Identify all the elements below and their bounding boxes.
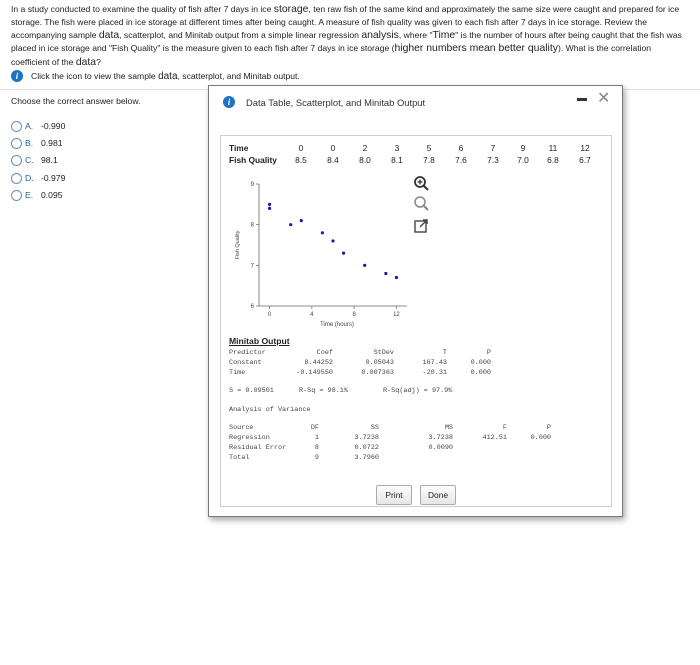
data-point <box>363 264 366 267</box>
minitab-cell: -0.149550 <box>296 369 333 377</box>
minitab-header: T <box>442 349 447 357</box>
anova-cell: Regression <box>229 434 270 442</box>
quality-row <box>221 155 611 167</box>
time-value: 2 <box>362 143 368 153</box>
minitab-cell: 0.000 <box>470 369 491 377</box>
anova-cell: 3.7238 <box>428 434 453 442</box>
modal-header <box>209 86 622 118</box>
anova-cell: 8 <box>314 444 319 452</box>
y-tick-label: 8 <box>250 222 254 229</box>
minitab-cell: Time <box>229 369 246 377</box>
data-point <box>395 276 398 279</box>
time-value: 12 <box>580 143 590 153</box>
print-button[interactable]: Print <box>376 485 412 505</box>
x-tick-label: 0 <box>267 312 272 318</box>
quality-value: 8.0 <box>359 155 371 165</box>
minitab-cell: 0.05043 <box>365 359 394 367</box>
y-tick-label: 7 <box>250 263 254 270</box>
choose-label: Choose the correct answer below. <box>11 96 141 106</box>
done-button[interactable]: Done <box>420 485 456 505</box>
option-letter: E. <box>25 189 34 200</box>
close-icon[interactable]: ✕ <box>597 90 611 107</box>
quality-value: 7.8 <box>423 155 435 165</box>
minitab-cell: 167.43 <box>422 359 447 367</box>
minitab-cell: 0.000 <box>470 359 491 367</box>
data-point <box>268 203 271 206</box>
radio-button[interactable] <box>11 173 22 184</box>
anova-cell: 9 <box>314 454 319 462</box>
question-text: In a study conducted to examine the quality of fish after 7 days in ice storage, ten raw fish of the same kind and approximately the same size were caught and prepared for ice storage. The fish were placed in ice storage at different times after being caught. A measure of fish quality was given to each fish after 7 days in ice storage. Review the accompanying sample data, scatterplot, and Minitab output from a simple linear regression analysis, where "Time" is the number of hours after being caught that the fish was placed in ice storage and "Fish Quality" is the measure given to each fish after 7 days in ice storage (higher numbers mean better quality). What is the correlation coefficient of the data? <box>11 4 682 68</box>
option-letter: A. <box>25 121 34 131</box>
anova-cell: 0.0090 <box>428 444 453 452</box>
anova-cell: 3.7960 <box>354 454 379 462</box>
data-modal <box>208 85 623 517</box>
time-row <box>221 143 611 155</box>
time-value: 7 <box>490 143 496 153</box>
anova-header: MS <box>444 424 453 432</box>
minitab-header: StDev <box>373 349 394 357</box>
data-point <box>384 272 387 275</box>
anova-header: P <box>546 424 551 432</box>
option-value: -0.979 <box>41 172 66 183</box>
minitab-title: Minitab Output <box>229 336 290 346</box>
radio-button[interactable] <box>11 121 22 132</box>
option-letter: C. <box>25 155 34 166</box>
minitab-cell: Constant <box>229 359 262 367</box>
anova-cell: 0.0722 <box>354 444 379 452</box>
y-tick-label: 9 <box>250 182 254 188</box>
open-new-window-icon[interactable] <box>412 217 430 235</box>
quality-value: 6.8 <box>547 155 559 165</box>
minitab-cell: 8.44252 <box>304 359 333 367</box>
quality-value: 8.1 <box>391 155 403 165</box>
anova-cell: 1 <box>314 434 319 442</box>
data-point <box>342 252 345 255</box>
anova-cell: Residual Error <box>229 444 287 452</box>
time-value: 9 <box>520 143 526 153</box>
anova-cell: 412.51 <box>482 434 507 442</box>
data-point <box>268 207 271 210</box>
x-tick-label: 8 <box>352 312 356 318</box>
data-point <box>321 231 324 234</box>
option-value: 98.1 <box>41 155 58 166</box>
scatterplot <box>229 174 409 334</box>
zoom-out-icon[interactable] <box>412 194 430 212</box>
time-value: 11 <box>548 143 558 153</box>
modal-content <box>220 135 612 507</box>
quality-label: Fish Quality <box>229 155 277 165</box>
radio-button[interactable] <box>11 138 22 149</box>
zoom-in-icon[interactable] <box>412 174 430 192</box>
time-value: 0 <box>298 143 304 153</box>
quality-value: 8.4 <box>327 155 339 165</box>
minitab-header: Predictor <box>229 349 266 357</box>
option-letter: B. <box>25 138 34 149</box>
s-value: S = 0.09501 <box>229 387 274 395</box>
quality-value: 7.0 <box>517 155 529 165</box>
quality-value: 6.7 <box>579 155 591 165</box>
minitab-cell: -20.31 <box>422 369 447 377</box>
x-axis-label: Time (hours) <box>320 322 354 328</box>
anova-cell: 0.000 <box>530 434 551 442</box>
time-value: 3 <box>394 143 400 153</box>
info-icon[interactable]: i <box>11 70 23 82</box>
quality-value: 8.5 <box>295 155 307 165</box>
r-sq-adj: R-Sq(adj) = 97.9% <box>383 387 453 395</box>
option-value: 0.095 <box>41 189 63 200</box>
anova-header: SS <box>370 424 379 432</box>
anova-cell: Total <box>229 454 250 462</box>
option-value: 0.981 <box>41 138 63 149</box>
y-axis-label: Fish Quality <box>235 230 241 260</box>
data-point <box>300 219 303 222</box>
anova-header: Source <box>229 424 254 432</box>
radio-button[interactable] <box>11 155 22 166</box>
time-label: Time <box>229 143 249 153</box>
minitab-header: P <box>486 349 491 357</box>
x-tick-label: 12 <box>393 312 400 318</box>
info-icon: i <box>223 96 235 108</box>
time-value: 5 <box>426 143 432 153</box>
time-value: 0 <box>330 143 336 153</box>
data-point <box>289 223 292 226</box>
option-value: -0.990 <box>41 121 66 131</box>
radio-button[interactable] <box>11 190 22 201</box>
anova-title: Analysis of Variance <box>229 406 311 414</box>
anova-header: F <box>502 424 507 432</box>
quality-value: 7.6 <box>455 155 467 165</box>
x-tick-label: 4 <box>310 312 314 318</box>
r-sq: R-Sq = 98.1% <box>299 387 348 395</box>
data-point <box>331 239 334 242</box>
anova-cell: 3.7238 <box>354 434 379 442</box>
minitab-cell: 0.007363 <box>361 369 394 377</box>
y-tick-label: 6 <box>250 304 254 310</box>
minimize-icon[interactable] <box>577 98 587 101</box>
anova-header: DF <box>310 424 319 432</box>
option-letter: D. <box>25 172 34 183</box>
time-value: 6 <box>458 143 464 153</box>
modal-title: Data Table, Scatterplot, and Minitab Output <box>246 97 426 108</box>
quality-value: 7.3 <box>487 155 499 165</box>
minitab-header: Coef <box>316 349 333 357</box>
